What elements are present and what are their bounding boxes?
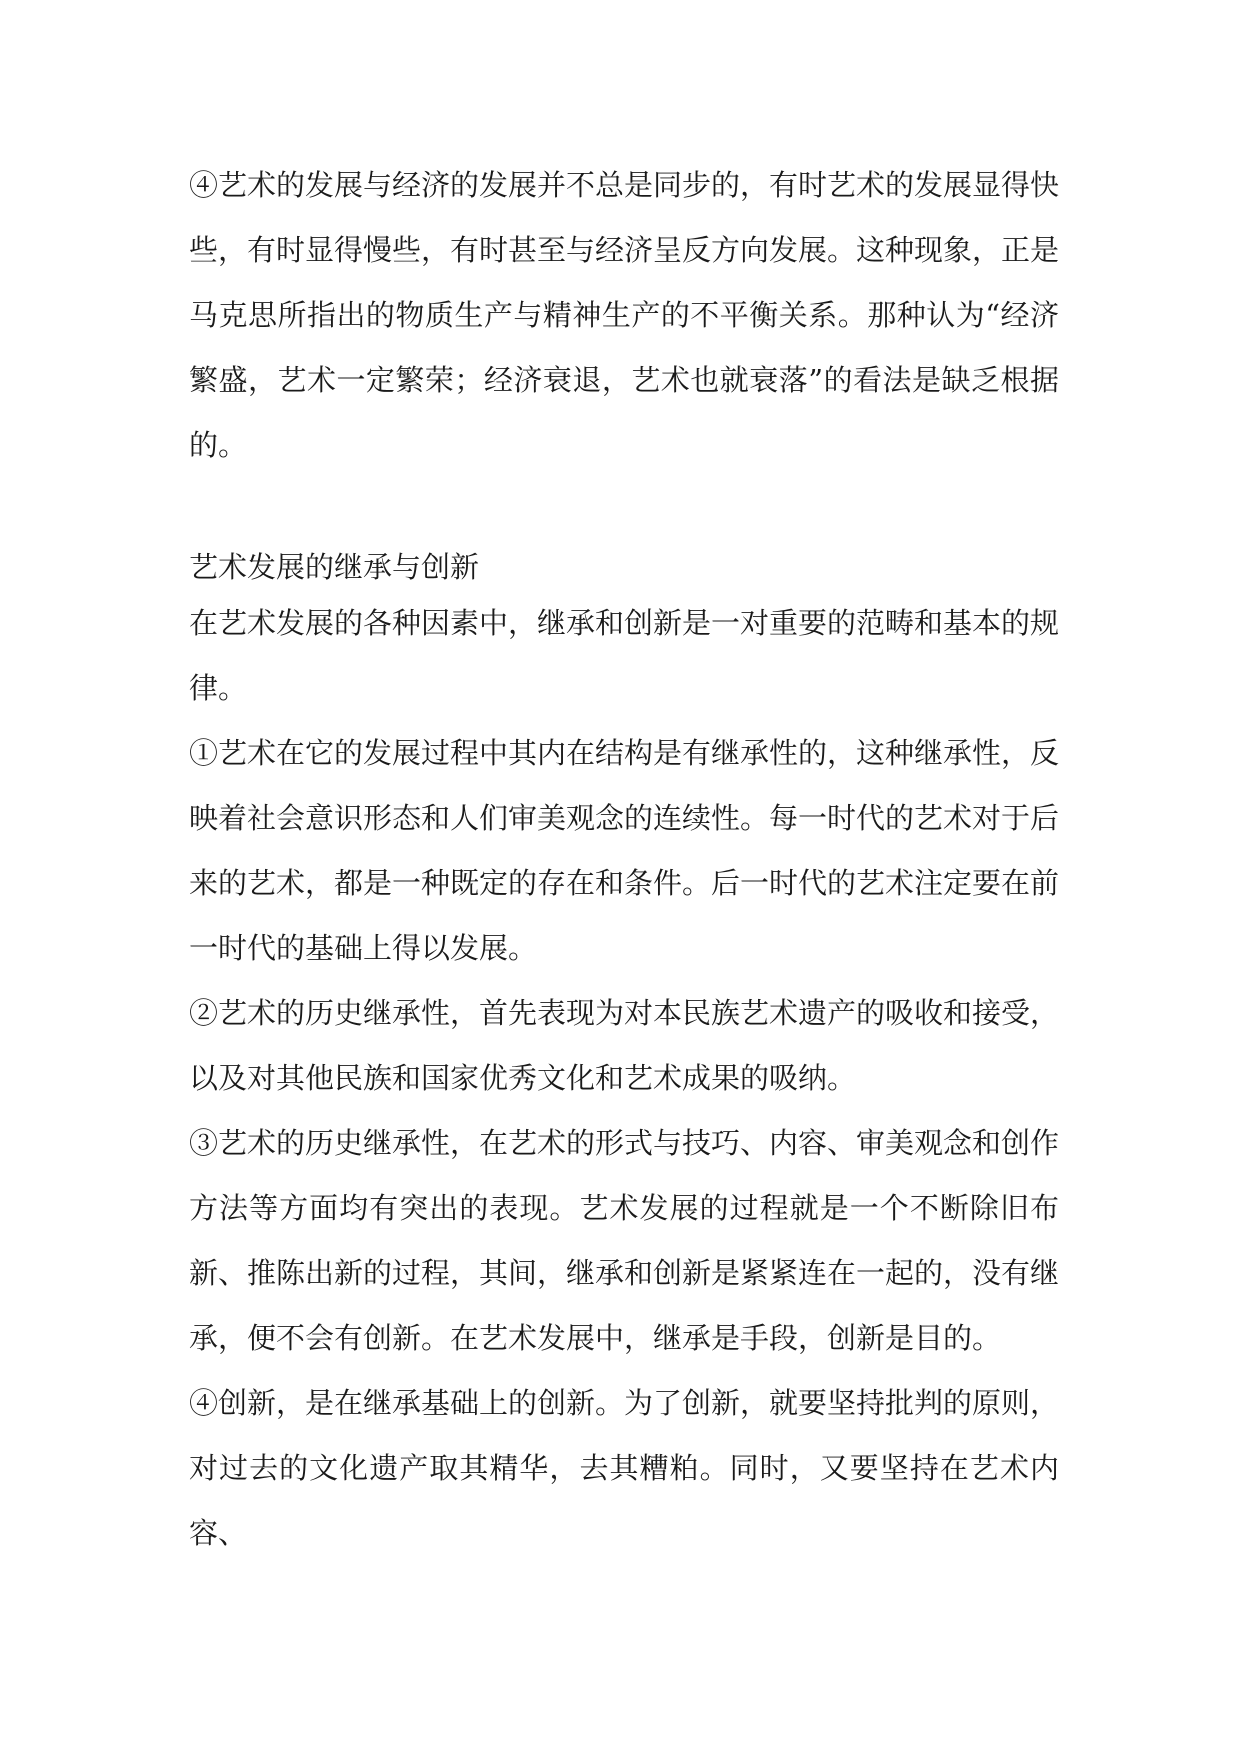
paragraph-economy-art: ④艺术的发展与经济的发展并不总是同步的，有时艺术的发展显得快些，有时显得慢些，有时甚至与经济呈反方向发展。这种现象，正是马克思所指出的物质生产与精神生产的不平衡关系。那种认为“经济繁盛，艺术一定繁荣；经济衰退，艺术也就衰落”的看法是缺乏根据的。 xyxy=(189,168,1060,462)
paragraph-point-4: ④创新，是在继承基础上的创新。为了创新，就要坚持批判的原则，对过去的文化遗产取其精华，去其糟粕。同时，又要坚持在艺术内容、 xyxy=(189,1386,1060,1550)
paragraph-point-2: ②艺术的历史继承性，首先表现为对本民族艺术遗产的吸收和接受，以及对其他民族和国家优秀文化和艺术成果的吸纳。 xyxy=(189,996,1060,1095)
paragraph-point-3: ③艺术的历史继承性，在艺术的形式与技巧、内容、审美观念和创作方法等方面均有突出的表现。艺术发展的过程就是一个不断除旧布新、推陈出新的过程，其间，继承和创新是紧紧连在一起的，没有继承，便不会有创新。在艺术发展中，继承是手段，创新是目的。 xyxy=(189,1126,1060,1355)
paragraph-intro: 在艺术发展的各种因素中，继承和创新是一对重要的范畴和基本的规律。 xyxy=(189,606,1060,705)
paragraph-gap xyxy=(189,478,1059,543)
document-body xyxy=(189,153,1059,1566)
section-heading-wrap xyxy=(189,543,1059,591)
paragraph-point-1: ①艺术在它的发展过程中其内在结构是有继承性的，这种继承性，反映着社会意识形态和人们审美观念的连续性。每一时代的艺术对于后来的艺术，都是一种既定的存在和条件。后一时代的艺术注定要在前一时代的基础上得以发展。 xyxy=(189,736,1060,965)
section-heading: 艺术发展的继承与创新 xyxy=(189,550,480,584)
